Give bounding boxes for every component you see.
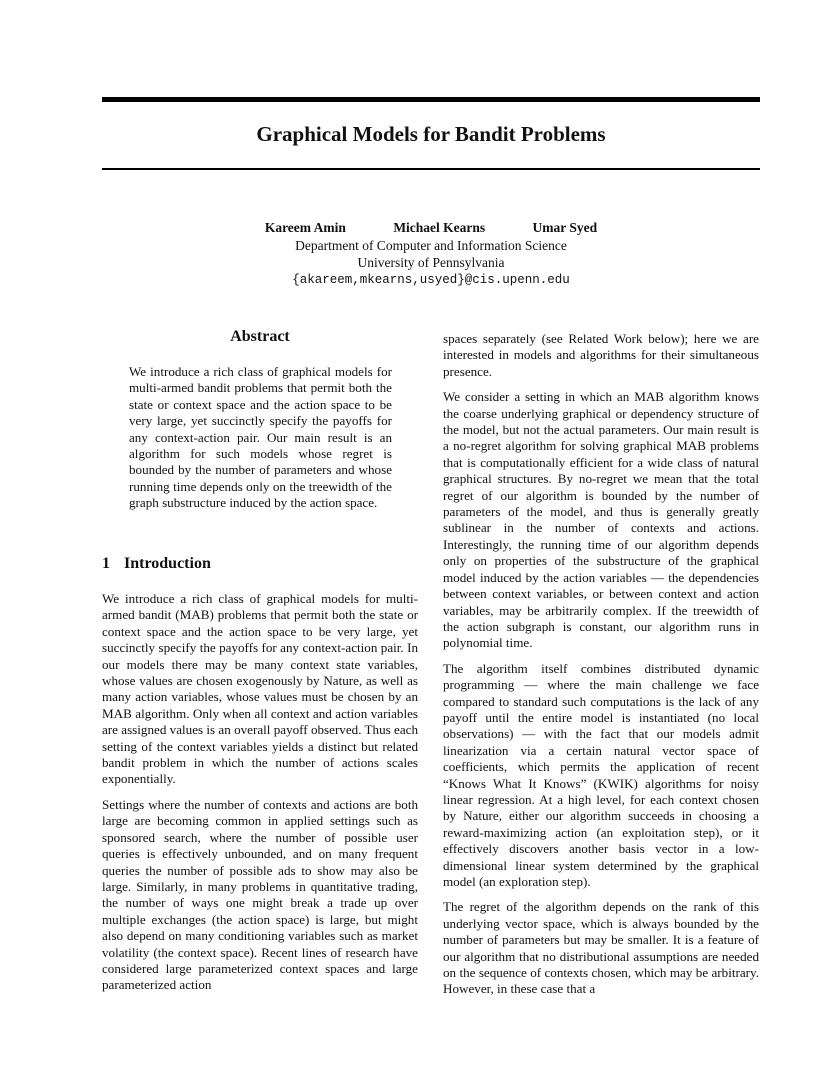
- abstract-text: We introduce a rich class of graphical models for multi-armed bandit problems that permit both the state or context space and the action space to be very large, yet succinctly specify the payoffs for any context-action pair. Our main result is an algorithm for such models whose regret is bounded by the number of parameters and whose running time depends only on the treewidth of the graph substructure induced by the action space.: [129, 364, 392, 511]
- affiliation-university: University of Pennsylvania: [357, 255, 505, 270]
- title-top-rule: [102, 97, 760, 102]
- paragraph: We introduce a rich class of graphical models for multi-armed bandit (MAB) problems that permit both the state or context space and the action space to be very large, yet succinctly specify the payoffs for any context-action pair. In our models there may be many context state variables, whose values are chosen exogenously by Nature, as well as many action variables, whose values must be chosen by an MAB algorithm. Only when all context and action variables are assigned values is an overall payoff observed. Thus each setting of the context variables yields a distinct but related bandit problem in which the number of actions scales exponentially.: [102, 591, 418, 787]
- author-block: [102, 219, 760, 289]
- left-column-body: [102, 591, 418, 1003]
- paragraph: The algorithm itself combines distributed dynamic programming — where the main challenge we face compared to standard such computations is the lack of any payoff until the entire model is instantiated (no local observations) — with the fact that our models admit linearization via a certain natural vector space of coefficients, which permits the application of recent “Knows What It Knows” (KWIK) algorithms for noisy linear regression. At a high level, for each context chosen by Nature, either our algorithm succeeds in choosing a reward-maximizing action (an exploitation step), or it effectively discovers another basis vector in a low-dimensional linear system determined by the graphical model (an exploration step).: [443, 660, 759, 889]
- author-names: [102, 219, 760, 237]
- section-title: Introduction: [124, 555, 211, 572]
- author-name: Umar Syed: [532, 220, 598, 235]
- abstract-heading: Abstract: [230, 328, 290, 345]
- section-heading: [102, 555, 211, 573]
- affiliation-department: Department of Computer and Information Science: [295, 237, 567, 253]
- paragraph: spaces separately (see Related Work below); here we are interested in models and algorithms for their simultaneous presence.: [443, 331, 759, 379]
- right-column-body: [443, 331, 759, 1007]
- paper-title: Graphical Models for Bandit Problems: [256, 122, 606, 146]
- section-number: 1: [102, 555, 110, 572]
- paragraph: We consider a setting in which an MAB algorithm knows the coarse underlying graphical or dependency structure of the model, but not the actual parameters. Our main result is a no-regret algorithm for solving graphical MAB problems that is computationally efficient for a wide class of natural graphical structures. By no-regret we mean that the total regret of our algorithm is bounded by the number of parameters of the model, and thus is generally greatly sublinear in the number of contexts and actions. Interestingly, the running time of our algorithm depends only on properties of the substructure of the graphical model induced by the action variables — the dependencies between context variables, or between context and action variables, may be arbitrarily complex. If the treewidth of the action subgraph is constant, our algorithm runs in polynomial time.: [443, 389, 759, 651]
- paragraph: Settings where the number of contexts and actions are both large are becoming common in applied settings such as sponsored search, where the number of possible user queries is effectively unbounded, and on many frequent queries the number of possible ads to show may also be large. Similarly, in many problems in quantitative trading, the number of ways one might break a trade up over multiple exchanges (the action space) is large, but might also depend on many conditioning variables such as market volatility (the context space). Recent lines of research have considered large parameterized context spaces and large parameterized action: [102, 796, 418, 993]
- author-name: Michael Kearns: [393, 220, 486, 235]
- paragraph: The regret of the algorithm depends on the rank of this underlying vector space, which is always bounded by the number of parameters but may be smaller. It is a feature of our algorithm that no distributional assumptions are needed on the sequence of contexts chosen, which may be arbitrary. However, in these case that a: [443, 899, 759, 997]
- author-name: Kareem Amin: [264, 220, 346, 235]
- author-email: {akareem,mkearns,usyed}@cis.upenn.edu: [292, 272, 570, 287]
- title-bottom-rule: [102, 168, 760, 170]
